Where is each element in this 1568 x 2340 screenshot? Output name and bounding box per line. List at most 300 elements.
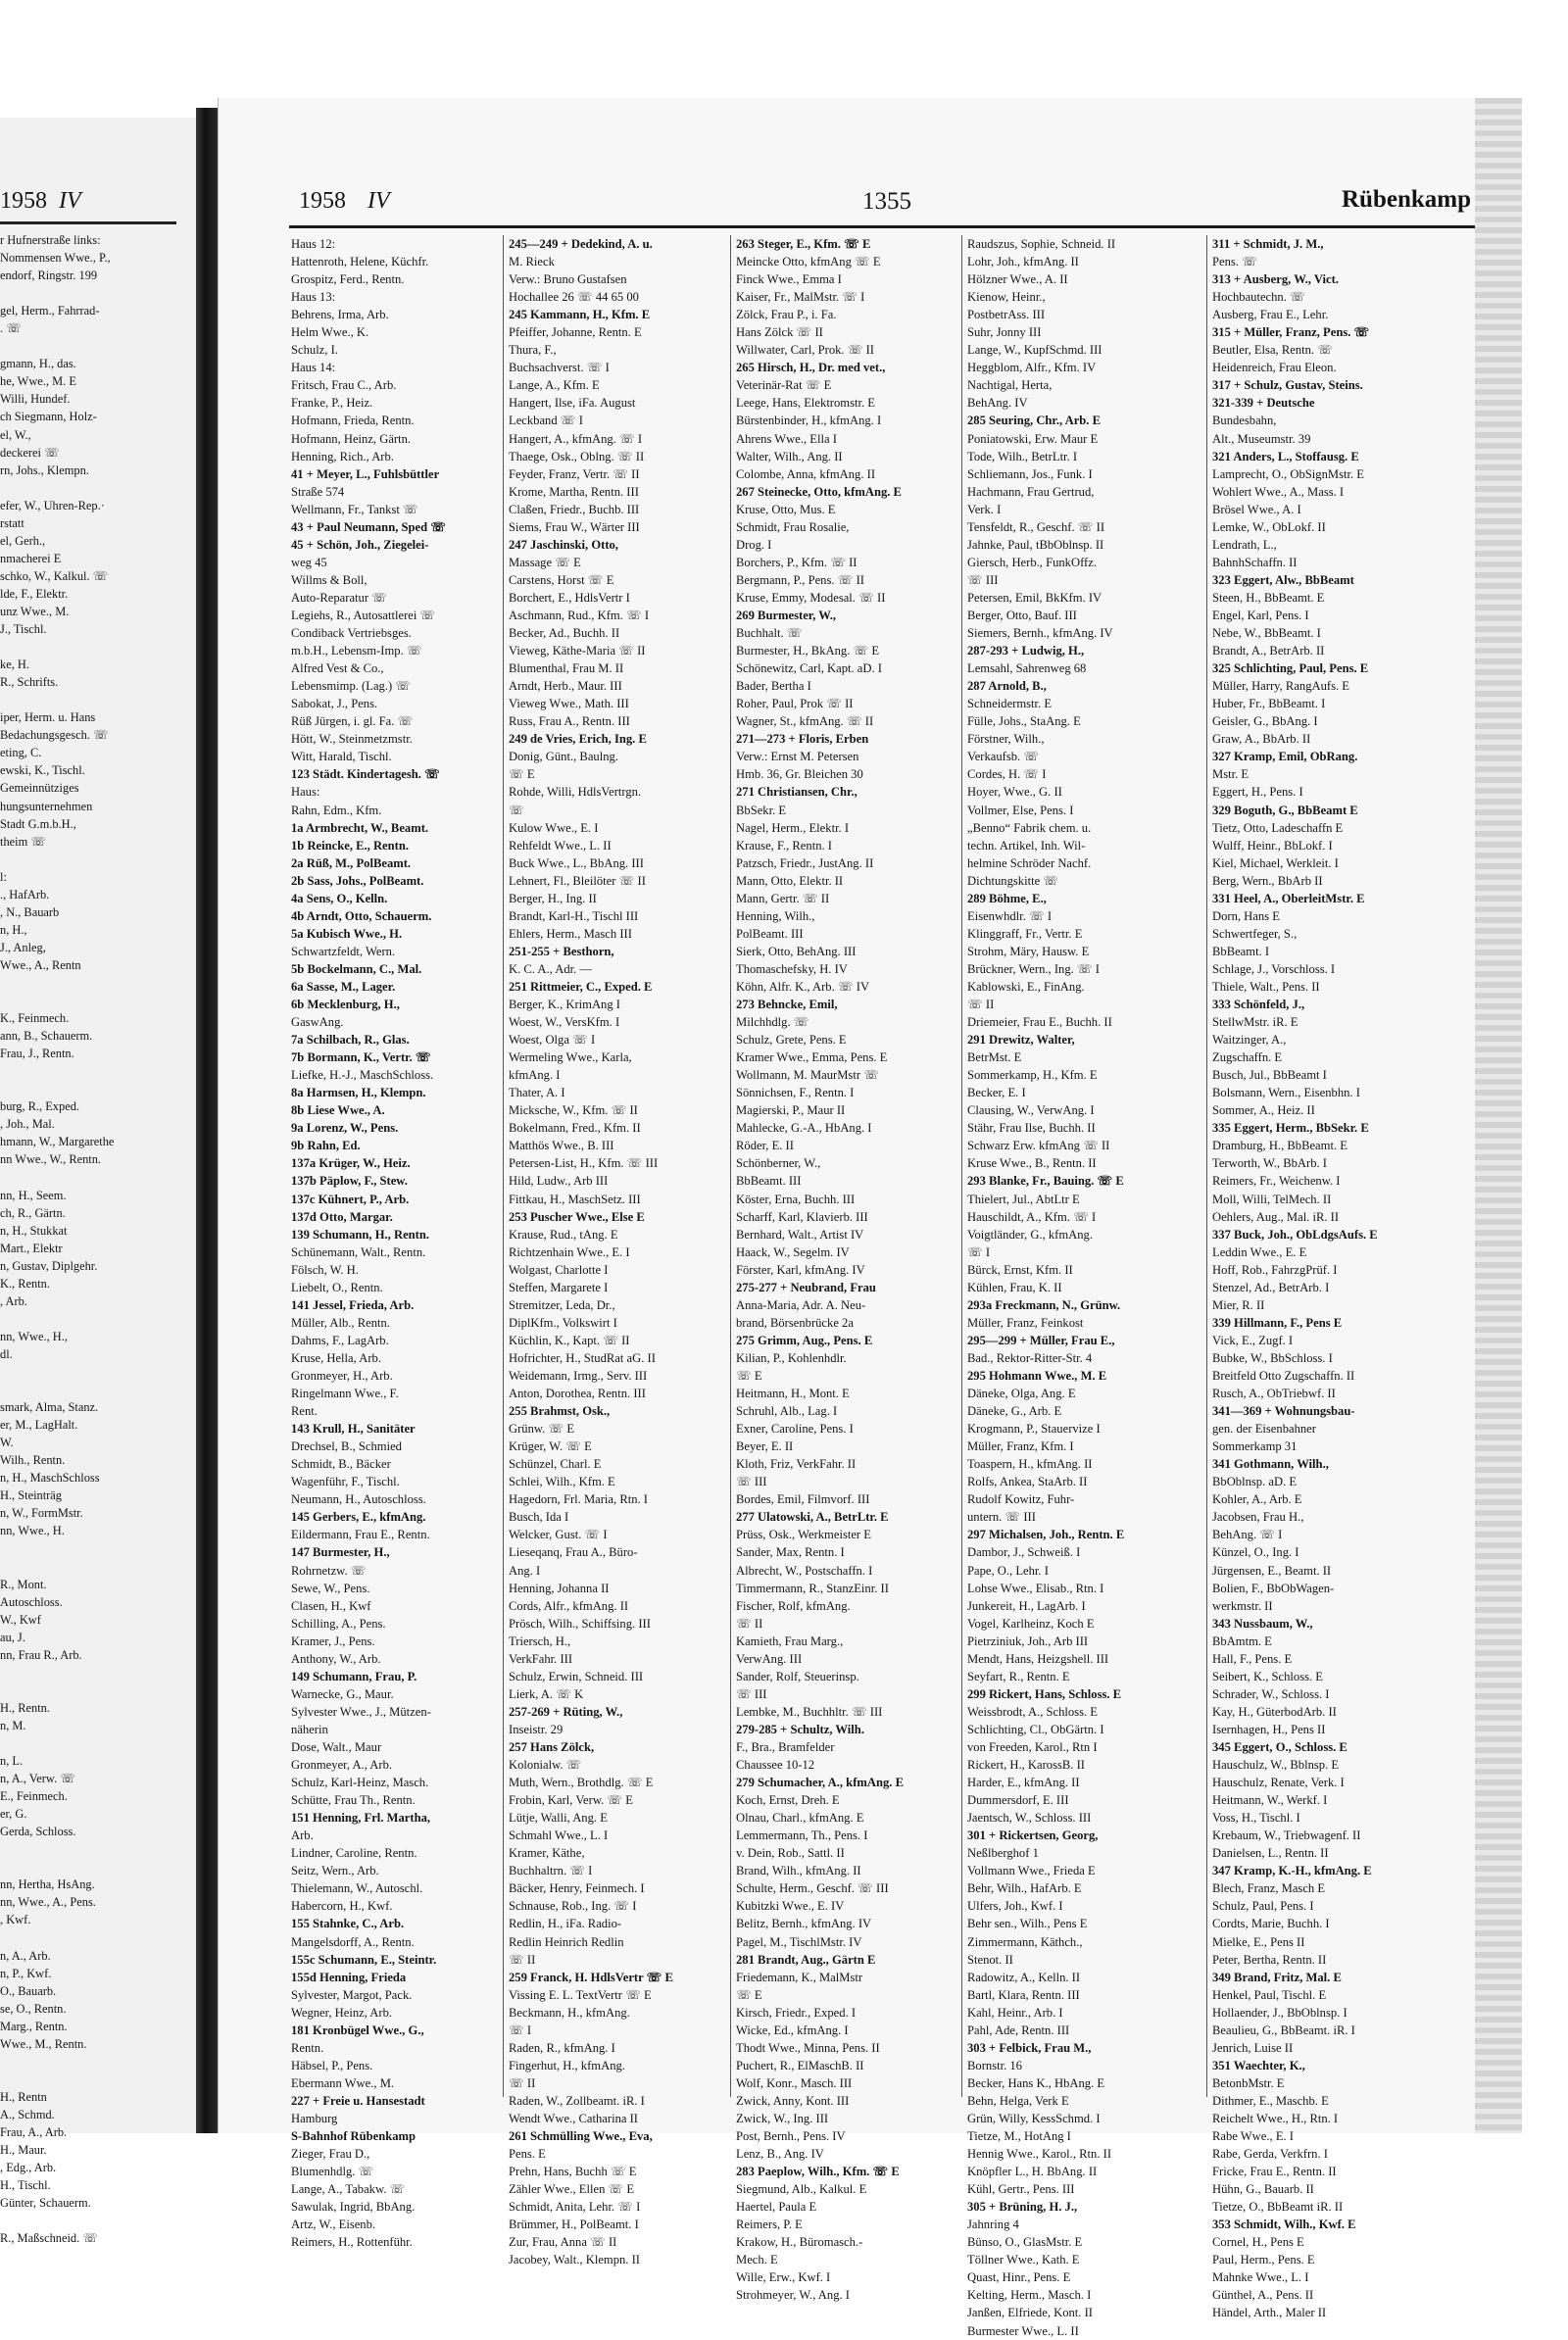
directory-entry-line: 151 Henning, Frl. Martha,: [291, 1811, 431, 1826]
directory-entry-line: Bergmann, P., Pens. ☏ II: [736, 572, 864, 587]
directory-entry-line: Ringelmann Wwe., F.: [291, 1387, 399, 1401]
directory-entry-line: ☏ E: [509, 767, 535, 782]
directory-entry-line: 297 Michalsen, Joh., Rentn. E: [967, 1528, 1125, 1542]
directory-entry-line: Poniatowski, Erw. Maur E: [967, 431, 1099, 446]
previous-page-line: Günter, Schauerm.: [0, 2196, 91, 2211]
directory-entry-line: 277 Ulatowski, A., BetrLtr. E: [736, 1510, 889, 1525]
directory-entry-line: Muth, Wern., Brothdlg. ☏ E: [509, 1776, 654, 1790]
directory-entry-line: Kubitzki Wwe., E. IV: [736, 1899, 845, 1914]
directory-entry-line: Kloth, Friz, VerkFahr. II: [736, 1457, 857, 1472]
directory-entry-line: Aschmann, Rud., Kfm. ☏ I: [509, 608, 650, 622]
directory-entry-line: ☏: [509, 803, 524, 817]
directory-entry-line: Schruhl, Alb., Lag. I: [736, 1404, 838, 1419]
previous-page-line: [0, 1381, 181, 1398]
directory-entry-line: Bornstr. 16: [967, 2058, 1022, 2072]
directory-entry-line: Junkereit, H., LagArb. I: [967, 1598, 1086, 1613]
directory-entry-line: Wolf, Konr., Masch. III: [736, 2075, 853, 2090]
directory-entry-line: Sander, Max, Rentn. I: [736, 1545, 845, 1560]
directory-entry-line: 337 Buck, Joh., ObLdgsAufs. E: [1212, 1227, 1378, 1242]
directory-entry-line: Nachtigal, Herta,: [967, 378, 1053, 393]
directory-entry-line: Lohse Wwe., Elisab., Rtn. I: [967, 1581, 1104, 1595]
directory-entry-line: Matthös Wwe., B. III: [509, 1139, 614, 1153]
directory-entry-line: 317 + Schulz, Gustav, Steins.: [1212, 378, 1363, 393]
directory-entry-line: 315 + Müller, Franz, Pens. ☏: [1212, 325, 1370, 340]
directory-entry-line: Fölsch, W. H.: [291, 1262, 359, 1277]
directory-entry-line: 281 Brandt, Aug., Gärtn E: [736, 1952, 876, 1967]
directory-entry-line: Schönberner, W.,: [736, 1156, 821, 1171]
directory-entry-line: Thomaschefsky, H. IV: [736, 961, 848, 976]
directory-entry-line: Drog. I: [736, 537, 772, 552]
directory-entry-line: 313 + Ausberg, W., Vict.: [1212, 272, 1339, 287]
directory-entry-line: Hölzner Wwe., A. II: [967, 272, 1068, 287]
directory-entry-line: Rent.: [291, 1404, 318, 1419]
directory-entry-line: Kruse Wwe., B., Rentn. II: [967, 1156, 1097, 1171]
directory-entry-line: Fritsch, Frau C., Arb.: [291, 378, 397, 393]
page-header: [219, 188, 1522, 218]
directory-entry-line: Thodt Wwe., Minna, Pens. II: [736, 2040, 880, 2055]
directory-entry-line: GaswAng.: [291, 1015, 344, 1030]
previous-page-line: H., Rentn.: [0, 1700, 50, 1715]
directory-entry-line: Condiback Vertriebsges.: [291, 626, 412, 641]
directory-entry-line: Schnause, Rob., Ing. ☏ I: [509, 1899, 637, 1914]
directory-entry-line: Dichtungskitte ☏: [967, 873, 1059, 888]
directory-entry-line: werkmstr. II: [1212, 1598, 1273, 1613]
page-number: 1355: [862, 188, 911, 215]
directory-entry-line: Jürgensen, E., Beamt. II: [1212, 1563, 1332, 1578]
directory-entry-line: 273 Behncke, Emil,: [736, 998, 838, 1012]
directory-entry-line: Driemeier, Frau E., Buchh. II: [967, 1015, 1112, 1030]
directory-entry-line: 7a Schilbach, R., Glas.: [291, 1033, 410, 1048]
directory-entry-line: Tietze, O., BbBeamt iR. II: [1212, 2200, 1344, 2215]
directory-entry-line: 247 Jaschinski, Otto,: [509, 537, 618, 552]
directory-entry-line: gen. der Eisenbahner: [1212, 1422, 1316, 1437]
directory-entry-line: Vollmer, Else, Pens. I: [967, 803, 1074, 817]
directory-entry-line: „Benno“ Fabrik chem. u.: [967, 820, 1092, 835]
directory-entry-line: Zur, Frau, Anna ☏ II: [509, 2235, 617, 2250]
previous-page-line: [0, 691, 181, 708]
directory-entry-line: von Freeden, Karol., Rtn I: [967, 1739, 1098, 1754]
previous-page-line: [0, 992, 181, 1009]
directory-entry-line: Magierski, P., Maur II: [736, 1103, 846, 1118]
directory-entry-line: Heitmann, H., Mont. E: [736, 1387, 850, 1401]
directory-entry-line: Frobin, Karl, Verw. ☏ E: [509, 1793, 633, 1808]
directory-entry-line: ☏ III: [967, 572, 999, 587]
directory-entry-line: Haertel, Paula E: [736, 2200, 817, 2215]
directory-entry-line: näherin: [291, 1722, 328, 1736]
directory-entry-line: Russ, Frau A., Rentn. III: [509, 714, 630, 729]
directory-entry-line: Stenzel, Ad., BetrArb. I: [1212, 1280, 1330, 1294]
directory-entry-line: Ebermann Wwe., M.: [291, 2075, 395, 2090]
directory-entry-line: Anna-Maria, Adr. A. Neu-: [736, 1297, 866, 1312]
directory-entry-line: Schulz, Paul, Pens. I: [1212, 1899, 1314, 1914]
directory-entry-line: Schulz, Grete, Pens. E: [736, 1033, 847, 1048]
directory-entry-line: Wendt Wwe., Catharina II: [509, 2111, 638, 2125]
directory-entry-line: Strohmeyer, W., Ang. I: [736, 2288, 850, 2303]
directory-entry-line: K. C. A., Adr. —: [509, 961, 593, 976]
directory-entry-line: Peter, Bertha, Rentn. II: [1212, 1952, 1327, 1967]
directory-entry-line: 289 Böhme, E.,: [967, 891, 1047, 905]
previous-page-line: [0, 638, 181, 656]
directory-entry-line: Clausing, W., VerwAng. I: [967, 1103, 1095, 1118]
directory-entry-line: Schmidt, Frau Rosalie,: [736, 519, 850, 534]
previous-page-line: R., Mont.: [0, 1577, 47, 1591]
directory-entry-line: Beyer, E. II: [736, 1439, 794, 1454]
directory-entry-line: Stremitzer, Leda, Dr.,: [509, 1297, 615, 1312]
directory-entry-line: Grün, Willy, KessSchmd. I: [967, 2111, 1101, 2125]
directory-entry-line: Patzsch, Friedr., JustAng. II: [736, 855, 874, 870]
directory-entry-line: Dithmer, E., Maschb. E: [1212, 2093, 1329, 2108]
directory-entry-line: Hauschulz, Renate, Verk. I: [1212, 1776, 1345, 1790]
previous-page-line: n, W., FormMstr.: [0, 1506, 83, 1521]
directory-entry-line: Redlin, H., iFa. Radio-: [509, 1917, 622, 1931]
directory-entry-line: PolBeamt. III: [736, 926, 804, 941]
previous-page-line: , Joh., Mal.: [0, 1117, 55, 1132]
directory-entry-line: BehAng. IV: [967, 396, 1028, 411]
directory-entry-line: 329 Boguth, G., BbBeamt E: [1212, 803, 1358, 817]
previous-page-line: el, Gerh.,: [0, 533, 46, 548]
directory-entry-line: Kühlen, Frau, K. II: [967, 1280, 1062, 1294]
directory-entry-line: DiplKfm., Volkswirt I: [509, 1315, 617, 1330]
directory-entry-line: helmine Schröder Nachf.: [967, 855, 1092, 870]
directory-entry-line: Nebe, W., BbBeamt. I: [1212, 626, 1321, 641]
directory-entry-line: 291 Drewitz, Walter,: [967, 1033, 1075, 1048]
directory-entry-line: Lembke, M., Buchhltr. ☏ III: [736, 1704, 883, 1719]
directory-entry-line: Prehn, Hans, Buchh ☏ E: [509, 2165, 637, 2179]
previous-page-line: [0, 1734, 181, 1752]
directory-entry-line: Berger, Otto, Bauf. III: [967, 608, 1077, 622]
directory-entry-line: 305 + Brüning, H. J.,: [967, 2200, 1078, 2215]
previous-page-line: [0, 1168, 181, 1186]
previous-page-line: [0, 2212, 181, 2229]
directory-entry-line: Danielsen, L., Rentn. II: [1212, 1846, 1329, 1861]
directory-entry-line: Artz, W., Eisenb.: [291, 2218, 376, 2232]
previous-page-line: ch, R., Gärtn.: [0, 1205, 66, 1220]
directory-entry-line: Woest, W., VersKfm. I: [509, 1015, 620, 1030]
directory-entry-line: Milchhdlg. ☏: [736, 1015, 809, 1030]
directory-entry-line: Rabe Wwe., E. I: [1212, 2129, 1294, 2144]
directory-entry-line: Steen, H., BbBeamt. E: [1212, 590, 1325, 605]
directory-entry-line: 325 Schlichting, Paul, Pens. E: [1212, 661, 1369, 676]
directory-entry-line: 347 Kramp, K.-H., kfmAng. E: [1212, 1864, 1372, 1878]
directory-entry-line: Verkaufsb. ☏: [967, 750, 1040, 764]
directory-entry-line: Liefke, H.-J., MaschSchloss.: [291, 1068, 434, 1083]
directory-entry-line: Thater, A. I: [509, 1086, 565, 1100]
directory-entry-line: Hangert, Ilse, iFa. August: [509, 396, 636, 411]
previous-page-line: [0, 1682, 181, 1699]
directory-entry-line: BbSekr. E: [736, 803, 787, 817]
previous-page-line: R., Schrifts.: [0, 675, 59, 690]
directory-entry-line: Becker, Ad., Buchh. II: [509, 626, 620, 641]
directory-entry-line: ☏ II: [736, 1616, 763, 1631]
directory-entry-line: Pietrziniuk, Joh., Arb III: [967, 1633, 1089, 1648]
directory-entry-line: Cordes, H. ☏ I: [967, 767, 1047, 782]
directory-entry-line: 349 Brand, Fritz, Mal. E: [1212, 1970, 1342, 1984]
directory-entry-line: Rehfeldt Wwe., L. II: [509, 838, 612, 853]
previous-page-line: , N., Bauarb: [0, 904, 60, 919]
previous-page-line: Frau, A., Arb.: [0, 2125, 68, 2140]
directory-entry-line: Henkel, Paul, Tischl. E: [1212, 1987, 1327, 2002]
previous-page-line: H., Rentn: [0, 2089, 47, 2104]
directory-entry-line: Claßen, Friedr., Buchb. III: [509, 502, 640, 516]
directory-entry-line: Suhr, Jonny III: [967, 325, 1042, 340]
directory-entry-line: Hofrichter, H., StudRat aG. II: [509, 1350, 656, 1365]
directory-entry-line: Däneke, G., Arb. E: [967, 1404, 1062, 1419]
directory-entry-line: Kulow Wwe., E. I: [509, 820, 599, 835]
directory-entry-line: Buchsachverst. ☏ I: [509, 361, 610, 375]
directory-entry-line: 261 Schmülling Wwe., Eva,: [509, 2129, 653, 2144]
directory-entry-line: 283 Paeplow, Wilh., Kfm. ☏ E: [736, 2165, 900, 2179]
directory-entry-line: Vissing E. L. TextVertr ☏ E: [509, 1987, 652, 2002]
directory-entry-line: 4b Arndt, Otto, Schauerm.: [291, 908, 432, 923]
directory-entry-line: Kühl, Gertr., Pens. III: [967, 2182, 1075, 2197]
directory-entry-line: Schilling, A., Pens.: [291, 1616, 386, 1631]
directory-entry-line: Roher, Paul, Prok ☏ II: [736, 697, 854, 711]
directory-entry-line: Reichelt Wwe., H., Rtn. I: [1212, 2111, 1339, 2125]
directory-entry-line: 155c Schumann, E., Steintr.: [291, 1952, 437, 1967]
directory-entry-line: Schütte, Frau Th., Rentn.: [291, 1793, 416, 1808]
directory-entry-line: Janßen, Elfriede, Kont. II: [967, 2306, 1093, 2320]
previous-page-line: J., Tischl.: [0, 622, 47, 637]
header-rule: [289, 225, 1475, 228]
directory-entry-line: BetrMst. E: [967, 1050, 1022, 1065]
directory-entry-line: 269 Burmester, W.,: [736, 608, 837, 622]
directory-entry-line: Pagel, M., TischlMstr. IV: [736, 1934, 862, 1949]
directory-entry-line: Warnecke, G., Maur.: [291, 1686, 394, 1701]
directory-entry-line: Mielke, E., Pens II: [1212, 1934, 1305, 1949]
directory-entry-line: Verw.: Bruno Gustafsen: [509, 272, 627, 287]
directory-entry-line: Richtzenhain Wwe., E. I: [509, 1244, 630, 1259]
directory-entry-line: 287-293 + Ludwig, H.,: [967, 644, 1085, 658]
directory-entry-line: 141 Jessel, Frieda, Arb.: [291, 1297, 415, 1312]
directory-entry-line: 331 Heel, A., OberleitMstr. E: [1212, 891, 1365, 905]
directory-entry-line: 341—369 + Wohnungsbau-: [1212, 1404, 1355, 1419]
directory-entry-line: Heggblom, Alfr., Kfm. IV: [967, 361, 1097, 375]
directory-entry-line: Engel, Karl, Pens. I: [1212, 608, 1309, 622]
directory-entry-line: BbBeamt. III: [736, 1174, 802, 1189]
directory-entry-line: Pahl, Ade, Rentn. III: [967, 2023, 1070, 2037]
directory-entry-line: Leddin Wwe., E. E: [1212, 1244, 1307, 1259]
previous-page-entries: [0, 231, 181, 2247]
column-5: [1212, 235, 1455, 2320]
previous-page-line: nn, H., Seem.: [0, 1188, 67, 1202]
directory-entry-line: 279 Schumacher, A., kfmAng. E: [736, 1776, 904, 1790]
column-divider: [1206, 235, 1207, 2097]
directory-entry-line: Behrens, Irma, Arb.: [291, 308, 389, 322]
previous-page-line: [0, 1539, 181, 1557]
directory-entry-line: Belitz, Bernh., kfmAng. IV: [736, 1917, 872, 1931]
directory-entry-line: Ulfers, Joh., Kwf. I: [967, 1899, 1063, 1914]
directory-entry-line: Hachmann, Frau Gertrud,: [967, 484, 1095, 499]
column-4: [967, 235, 1202, 2338]
directory-entry-line: Lierk, A. ☏ K: [509, 1686, 584, 1701]
directory-entry-line: Behn, Helga, Verk E: [967, 2093, 1069, 2108]
directory-entry-line: Schünemann, Walt., Rentn.: [291, 1244, 426, 1259]
directory-entry-line: Behr sen., Wilh., Pens E: [967, 1917, 1088, 1931]
column-3: [736, 235, 957, 2303]
directory-entry-line: techn. Artikel, Inh. Wil-: [967, 838, 1086, 853]
directory-entry-line: Gronmeyer, H., Arb.: [291, 1369, 393, 1383]
directory-entry-line: Henning, Rich., Arb.: [291, 449, 394, 463]
directory-entry-line: Weissbrodt, A., Schloss. E: [967, 1704, 1098, 1719]
previous-page-line: r Hufnerstraße links:: [0, 233, 101, 247]
column-divider: [961, 235, 962, 2097]
previous-page-fragment: [0, 118, 196, 2246]
directory-entry-line: Ahrens Wwe., Ella I: [736, 431, 837, 446]
directory-entry-line: Blech, Franz, Masch E: [1212, 1881, 1326, 1896]
directory-entry-line: ☏ I: [509, 2023, 532, 2037]
directory-entry-line: BetonbMstr. E: [1212, 2075, 1285, 2090]
directory-entry-line: 1a Armbrecht, W., Beamt.: [291, 820, 429, 835]
directory-entry-line: VerwAng. III: [736, 1651, 803, 1666]
directory-entry-line: Dambor, J., Schweiß. I: [967, 1545, 1081, 1560]
directory-entry-line: Krebaum, W., Triebwagenf. II: [1212, 1828, 1361, 1843]
previous-page-line: er, M., LagHalt.: [0, 1418, 78, 1433]
directory-entry-line: Breitfeld Otto Zugschaffn. II: [1212, 1369, 1355, 1383]
directory-entry-line: 293a Freckmann, N., Grünw.: [967, 1297, 1121, 1312]
directory-entry-line: 43 + Paul Neumann, Sped ☏: [291, 519, 446, 534]
previous-page-line: , Edg., Arb.: [0, 2161, 57, 2175]
directory-entry-line: Wermeling Wwe., Karla,: [509, 1050, 632, 1065]
directory-entry-line: Wellmann, Fr., Tankst ☏: [291, 502, 418, 516]
directory-entry-line: Beutler, Elsa, Rentn. ☏: [1212, 343, 1333, 358]
previous-page-line: [0, 1310, 181, 1328]
directory-entry-line: Schwartzfeldt, Wern.: [291, 944, 396, 958]
directory-entry-line: Inseistr. 29: [509, 1722, 564, 1736]
directory-entry-line: BahnhSchaffn. II: [1212, 555, 1298, 569]
directory-entry-line: Bader, Bertha I: [736, 679, 811, 694]
directory-entry-line: Gronmeyer, A., Arb.: [291, 1758, 393, 1773]
previous-page-line: l:: [0, 869, 7, 884]
directory-entry-line: Hollaender, J., BbOblnsp. I: [1212, 2005, 1348, 2020]
previous-page-line: ewski, K., Tischl.: [0, 763, 85, 778]
directory-entry-line: Arndt, Herb., Maur. III: [509, 679, 622, 694]
directory-entry-line: 321 Anders, L., Stoffausg. E: [1212, 449, 1359, 463]
directory-entry-line: ☏ II: [509, 2075, 536, 2090]
directory-entry-line: 245 Kammann, H., Kfm. E: [509, 308, 651, 322]
directory-entry-line: Mahlecke, G.-A., HbAng. I: [736, 1121, 872, 1136]
previous-page-line: W.: [0, 1436, 14, 1450]
directory-entry-line: BbBeamt. I: [1212, 944, 1270, 958]
previous-page-line: lde, F., Elektr.: [0, 586, 69, 601]
directory-entry-line: Dummersdorf, E. III: [967, 1793, 1069, 1808]
directory-entry-line: Bordes, Emil, Filmvorf. III: [736, 1492, 870, 1507]
directory-entry-line: 295—299 + Müller, Frau E.,: [967, 1333, 1115, 1347]
directory-entry-line: Schulz, Karl-Heinz, Masch.: [291, 1776, 429, 1790]
directory-entry-line: Willwater, Carl, Prok. ☏ II: [736, 343, 874, 358]
previous-page-line: [0, 1062, 181, 1080]
directory-entry-line: Triersch, H.,: [509, 1633, 571, 1648]
previous-page-line: ke, H.: [0, 658, 29, 672]
directory-entry-line: Schlei, Wilh., Kfm. E: [509, 1475, 615, 1489]
directory-entry-line: Lamprecht, O., ObSignMstr. E: [1212, 466, 1364, 481]
directory-entry-line: Jacobey, Walt., Klempn. II: [509, 2253, 640, 2267]
directory-entry-line: 257 Hans Zölck,: [509, 1739, 595, 1754]
directory-entry-line: Zölck, Frau P., i. Fa.: [736, 308, 837, 322]
previous-page-line: [0, 284, 181, 302]
directory-entry-line: Seitz, Wern., Arb.: [291, 1864, 379, 1878]
directory-entry-line: Timmermann, R., StanzEinr. II: [736, 1581, 889, 1595]
previous-page-line: schko, W., Kalkul. ☏: [0, 568, 109, 583]
directory-entry-line: 293 Blanke, Fr., Bauing. ☏ E: [967, 1174, 1124, 1189]
directory-entry-line: 9b Rahn, Ed.: [291, 1139, 361, 1153]
directory-entry-line: Kelting, Herm., Masch. I: [967, 2288, 1092, 2303]
directory-entry-line: Zwick, Anny, Kont. III: [736, 2093, 850, 2108]
previous-page-line: burg, R., Exped.: [0, 1099, 79, 1114]
directory-entry-line: Ehlers, Herm., Masch III: [509, 926, 632, 941]
directory-entry-line: Petersen, Emil, BkKfm. IV: [967, 590, 1102, 605]
directory-entry-line: Fingerhut, H., kfmAng.: [509, 2058, 625, 2072]
directory-entry-line: PostbetrAss. III: [967, 308, 1046, 322]
previous-page-line: W., Kwf: [0, 1612, 41, 1627]
directory-entry-line: Tode, Wilh., BetrLtr. I: [967, 449, 1078, 463]
directory-entry-line: Paul, Herm., Pens. E: [1212, 2253, 1315, 2267]
previous-page-line: dl.: [0, 1346, 13, 1361]
previous-page-line: ch Siegmann, Holz-: [0, 410, 97, 424]
previous-page-line: nn, Hertha, HsAng.: [0, 1877, 95, 1892]
directory-entry-line: Helm Wwe., K.: [291, 325, 369, 340]
directory-entry-line: 251-255 + Besthorn,: [509, 944, 614, 958]
directory-entry-line: 137a Krüger, W., Heiz.: [291, 1156, 411, 1171]
directory-entry-line: Heidenreich, Frau Eleon.: [1212, 361, 1337, 375]
directory-entry-line: Müller, Franz, Kfm. I: [967, 1439, 1074, 1454]
directory-entry-line: Weidemann, Irmg., Serv. III: [509, 1369, 648, 1383]
directory-entry-line: Lemmermann, Th., Pens. I: [736, 1828, 868, 1843]
directory-entry-line: Bürck, Ernst, Kfm. II: [967, 1262, 1073, 1277]
directory-entry-line: 303 + Felbick, Frau M.,: [967, 2040, 1092, 2055]
directory-entry-line: 257-269 + Rüting, W.,: [509, 1704, 623, 1719]
directory-entry-line: Vollmann Wwe., Frieda E: [967, 1864, 1096, 1878]
directory-entry-line: Voigtländer, G., kfmAng.: [967, 1227, 1093, 1242]
directory-entry-line: 147 Burmester, H.,: [291, 1545, 390, 1560]
directory-entry-line: weg 45: [291, 555, 327, 569]
previous-page-line: H., Tischl.: [0, 2178, 51, 2193]
directory-entry-line: Reimers, H., Rottenführ.: [291, 2235, 413, 2250]
directory-entry-line: Henning, Johanna II: [509, 1581, 610, 1595]
directory-entry-line: Mier, R. II: [1212, 1297, 1265, 1312]
directory-entry-line: Steffen, Margarete I: [509, 1280, 609, 1294]
directory-entry-line: Stähr, Frau Ilse, Buchh. II: [967, 1121, 1096, 1136]
directory-entry-line: Schlichting, Cl., ObGärtn. I: [967, 1722, 1104, 1736]
directory-entry-line: Lieseqanq, Frau A., Büro-: [509, 1545, 638, 1560]
directory-entry-line: 279-285 + Schultz, Wilh.: [736, 1722, 864, 1736]
directory-entry-line: Witt, Harald, Tischl.: [291, 750, 392, 764]
directory-entry-line: Scharff, Karl, Klavierb. III: [736, 1209, 868, 1224]
directory-entry-line: Vieweg, Käthe-Maria ☏ II: [509, 644, 646, 658]
directory-entry-line: Liebelt, O., Rentn.: [291, 1280, 383, 1294]
directory-entry-line: Krause, F., Rentn. I: [736, 838, 832, 853]
directory-entry-line: Kienow, Heinr.,: [967, 290, 1046, 305]
column-2: [509, 235, 726, 2267]
directory-entry-line: Leckband ☏ I: [509, 414, 583, 428]
directory-entry-line: Brandt, A., BetrArb. II: [1212, 644, 1325, 658]
directory-entry-line: Sierk, Otto, BehAng. III: [736, 944, 857, 958]
directory-entry-line: Exner, Caroline, Pens. I: [736, 1422, 854, 1437]
directory-entry-line: Hauschulz, W., Bblnsp. E: [1212, 1758, 1340, 1773]
directory-entry-line: Berger, K., KrimAng I: [509, 998, 620, 1012]
directory-entry-line: Dahms, F., LagArb.: [291, 1333, 389, 1347]
directory-entry-line: Reimers, P. E: [736, 2218, 803, 2232]
directory-entry-line: Lenz, B., Ang. IV: [736, 2147, 824, 2162]
directory-entry-line: Burmester, H., BkAng. ☏ E: [736, 644, 880, 658]
directory-entry-line: Siemers, Bernh., kfmAng. IV: [967, 626, 1113, 641]
directory-entry-line: Tietze, M., HotAng I: [967, 2129, 1071, 2144]
directory-entry-line: 6b Mecklenburg, H.,: [291, 998, 400, 1012]
directory-entry-line: Moll, Willi, TelMech. II: [1212, 1192, 1332, 1206]
directory-entry-line: Hoff, Rob., FahrzgPrüf. I: [1212, 1262, 1338, 1277]
directory-entry-line: Jacobsen, Frau H.,: [1212, 1510, 1304, 1525]
directory-entry-line: ☏ III: [736, 1475, 767, 1489]
directory-entry-line: Brückner, Wern., Ing. ☏ I: [967, 961, 1101, 976]
